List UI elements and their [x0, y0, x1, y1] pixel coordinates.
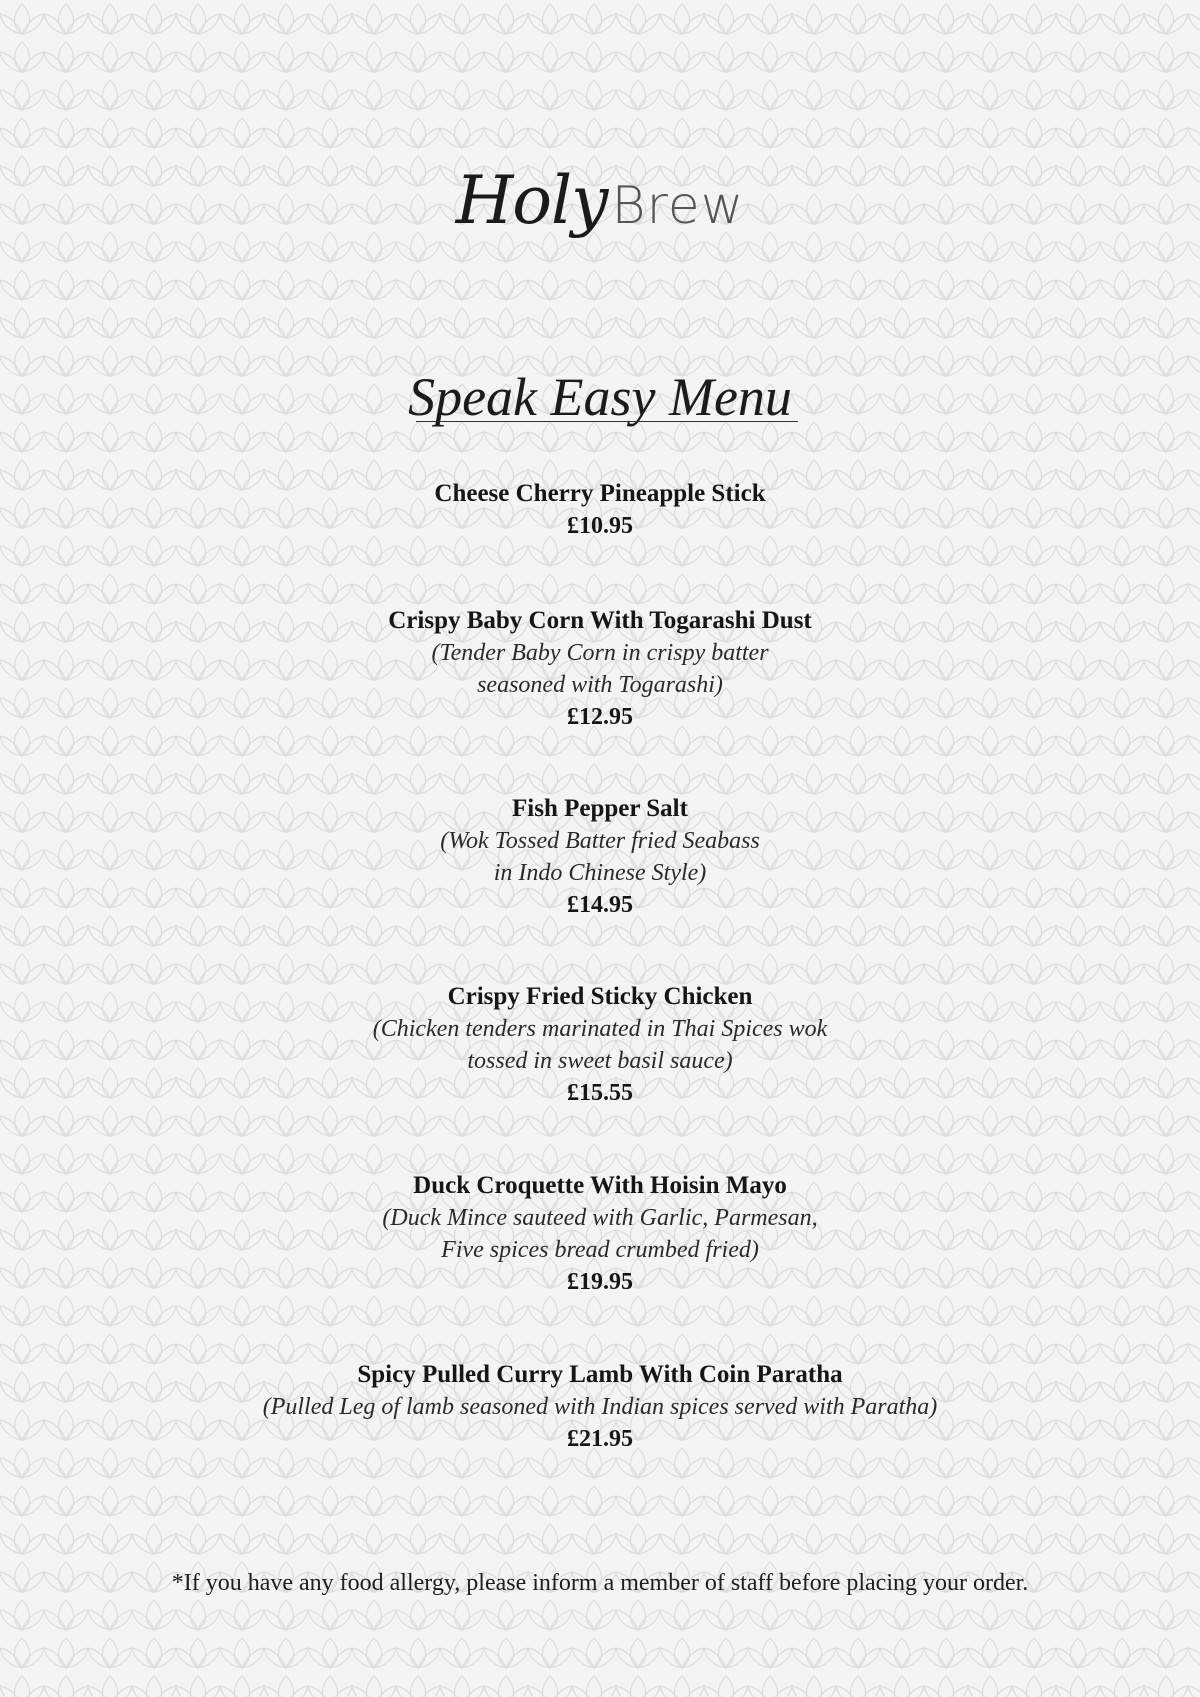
item-price: £19.95 — [567, 1269, 633, 1295]
menu-title: Speak Easy Menu — [408, 367, 792, 427]
item-price: £14.95 — [567, 892, 633, 918]
menu-item — [0, 1170, 1200, 1298]
logo-sans-text: Brew — [611, 176, 745, 236]
menu-item — [0, 478, 1200, 542]
menu-item — [0, 605, 1200, 733]
menu-title-underline — [416, 421, 798, 422]
item-description-line: seasoned with Togarashi) — [477, 672, 723, 698]
item-name: Fish Pepper Salt — [512, 795, 688, 822]
item-description-line: (Tender Baby Corn in crispy batter — [431, 640, 769, 666]
menu-item — [0, 793, 1200, 921]
item-price: £10.95 — [567, 513, 633, 539]
item-description-line: (Wok Tossed Batter fried Seabass — [440, 828, 760, 854]
item-price: £21.95 — [567, 1426, 633, 1452]
item-price: £12.95 — [567, 704, 633, 730]
logo-script-text: Holy — [455, 162, 608, 239]
item-description-line: in Indo Chinese Style) — [493, 860, 707, 886]
item-name: Duck Croquette With Hoisin Mayo — [413, 1172, 787, 1199]
allergy-footnote: *If you have any food allergy, please inform a member of staff before placing your order. — [171, 1570, 1029, 1596]
item-description-line: tossed in sweet basil sauce) — [467, 1048, 733, 1074]
menu-item — [0, 981, 1200, 1109]
item-name: Crispy Fried Sticky Chicken — [447, 983, 753, 1010]
item-description-line: (Duck Mince sauteed with Garlic, Parmesan, — [382, 1205, 818, 1231]
item-name: Spicy Pulled Curry Lamb With Coin Paratha — [357, 1361, 843, 1388]
menu-item — [0, 1359, 1200, 1455]
item-description-line: (Chicken tenders marinated in Thai Spices wok — [372, 1016, 828, 1042]
item-description-line: Five spices bread crumbed fried) — [441, 1237, 759, 1263]
item-name: Crispy Baby Corn With Togarashi Dust — [388, 607, 812, 634]
item-description-line: (Pulled Leg of lamb seasoned with Indian spices served with Paratha) — [262, 1394, 938, 1420]
item-name: Cheese Cherry Pineapple Stick — [434, 480, 766, 507]
item-price: £15.55 — [567, 1080, 633, 1106]
holy-brew-logo — [0, 162, 1200, 239]
